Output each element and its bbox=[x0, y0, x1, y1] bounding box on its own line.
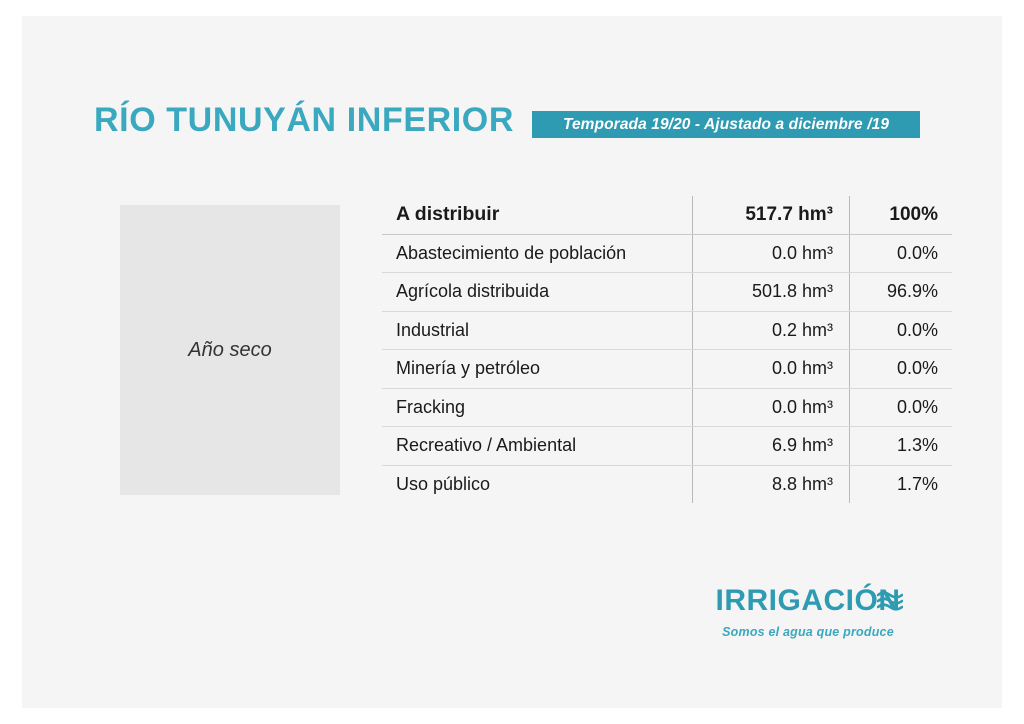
row-value: 0.2 hm³ bbox=[693, 311, 850, 350]
logo-tagline: Somos el agua que produce bbox=[722, 625, 894, 639]
logo-wordmark bbox=[716, 586, 901, 616]
slide bbox=[22, 16, 1002, 708]
table-row bbox=[382, 465, 952, 503]
season-badge: Temporada 19/20 - Ajustado a diciembre /19 bbox=[532, 111, 920, 138]
row-value: 501.8 hm³ bbox=[693, 273, 850, 312]
table-header-label: A distribuir bbox=[382, 196, 693, 234]
row-label: Abastecimiento de población bbox=[382, 234, 693, 273]
table-row bbox=[382, 388, 952, 427]
row-percent: 0.0% bbox=[850, 311, 953, 350]
row-value: 6.9 hm³ bbox=[693, 427, 850, 466]
row-percent: 96.9% bbox=[850, 273, 953, 312]
row-percent: 1.7% bbox=[850, 465, 953, 503]
row-label: Industrial bbox=[382, 311, 693, 350]
table-header-percent: 100% bbox=[850, 196, 953, 234]
photo-caption: Año seco bbox=[188, 338, 272, 361]
row-label: Minería y petróleo bbox=[382, 350, 693, 389]
table-row bbox=[382, 350, 952, 389]
table-row bbox=[382, 234, 952, 273]
waves-icon bbox=[877, 590, 903, 612]
row-value: 0.0 hm³ bbox=[693, 234, 850, 273]
row-label: Recreativo / Ambiental bbox=[382, 427, 693, 466]
table-row bbox=[382, 427, 952, 466]
table-row bbox=[382, 273, 952, 312]
row-value: 0.0 hm³ bbox=[693, 388, 850, 427]
row-value: 8.8 hm³ bbox=[693, 465, 850, 503]
table-row bbox=[382, 311, 952, 350]
page-title: RÍO TUNUYÁN INFERIOR bbox=[94, 101, 514, 139]
logo bbox=[708, 586, 908, 639]
distribution-table bbox=[382, 196, 938, 503]
row-percent: 0.0% bbox=[850, 350, 953, 389]
photo-placeholder bbox=[120, 205, 340, 495]
row-label: Agrícola distribuida bbox=[382, 273, 693, 312]
row-percent: 0.0% bbox=[850, 234, 953, 273]
row-percent: 1.3% bbox=[850, 427, 953, 466]
logo-text: IRRIGACIÓN bbox=[715, 584, 901, 617]
row-label: Uso público bbox=[396, 473, 491, 494]
row-value: 0.0 hm³ bbox=[693, 350, 850, 389]
row-percent: 0.0% bbox=[850, 388, 953, 427]
row-label: Fracking bbox=[382, 388, 693, 427]
table-header-value: 517.7 hm³ bbox=[693, 196, 850, 234]
table-header-row bbox=[382, 196, 952, 234]
